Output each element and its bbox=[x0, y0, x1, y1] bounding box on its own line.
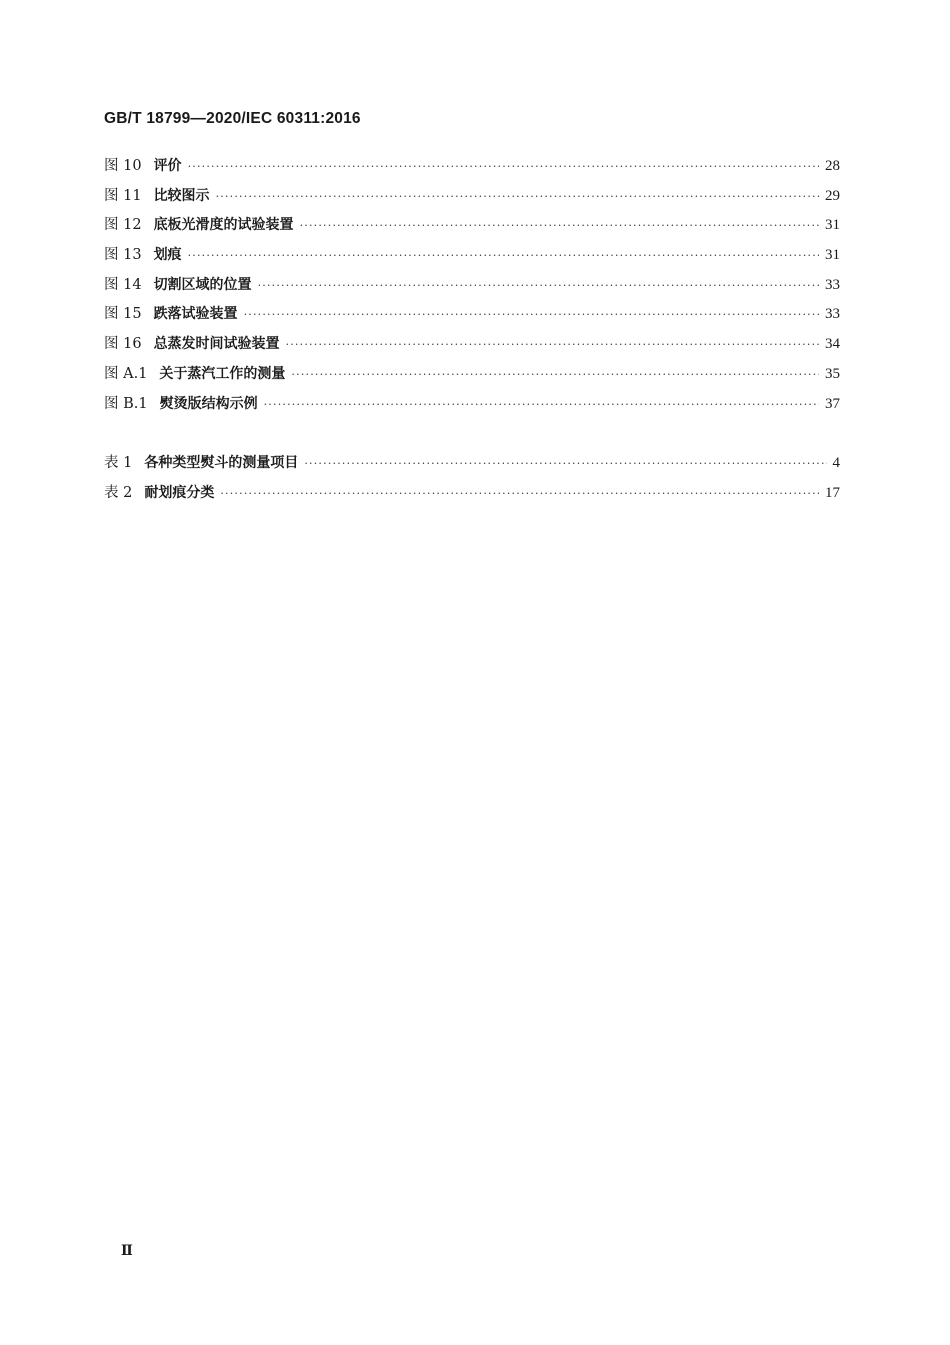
toc-leader-dots bbox=[188, 152, 819, 182]
toc-leader-dots bbox=[264, 390, 819, 420]
toc-entry-figure[interactable] bbox=[104, 271, 840, 301]
toc-entry-page: 28 bbox=[825, 158, 840, 174]
toc-leader-dots bbox=[286, 330, 819, 360]
toc-leader-dots bbox=[188, 241, 819, 271]
toc-entry-page: 33 bbox=[825, 276, 840, 293]
toc-entry-title: 比较图示 bbox=[153, 187, 210, 204]
toc-entry-label: 图 A.1 bbox=[104, 365, 148, 382]
page-number: Ⅱ bbox=[121, 1244, 133, 1259]
toc-entry-title: 总蒸发时间试验装置 bbox=[153, 336, 280, 353]
toc-entry-label: 表 1 bbox=[104, 455, 133, 471]
toc-leader-dots bbox=[244, 300, 819, 330]
toc-entry-figure[interactable] bbox=[104, 360, 840, 390]
toc-entry-table[interactable] bbox=[104, 479, 840, 509]
toc-entry-figure[interactable] bbox=[104, 211, 840, 241]
toc-entry-label: 图 16 bbox=[104, 336, 142, 353]
list-of-figures bbox=[104, 152, 840, 419]
toc-entry-title: 切割区域的位置 bbox=[153, 276, 252, 293]
toc-entry-figure[interactable] bbox=[104, 300, 840, 330]
toc-entry-page: 31 bbox=[825, 247, 840, 264]
toc-entry-label: 图 15 bbox=[104, 306, 142, 323]
toc-leader-dots bbox=[216, 182, 819, 212]
toc-entry-title: 划痕 bbox=[153, 247, 182, 264]
toc-entry-label: 图 13 bbox=[104, 247, 142, 264]
toc-entry-title: 跌落试验装置 bbox=[153, 306, 238, 323]
list-of-tables bbox=[104, 449, 840, 508]
toc-entry-figure[interactable] bbox=[104, 241, 840, 271]
toc-entry-title: 熨烫版结构示例 bbox=[159, 395, 258, 412]
toc-entry-page: 31 bbox=[825, 217, 840, 234]
toc-entry-page: 34 bbox=[825, 336, 840, 353]
toc-entry-page: 35 bbox=[825, 365, 840, 382]
toc-entry-title: 各种类型熨斗的测量项目 bbox=[144, 455, 299, 471]
toc-entry-page: 33 bbox=[825, 306, 840, 323]
toc-entry-page: 37 bbox=[825, 395, 840, 412]
toc-entry-page: 17 bbox=[825, 484, 840, 501]
toc-leader-dots bbox=[220, 479, 819, 509]
toc-entry-figure[interactable] bbox=[104, 152, 840, 182]
toc-leader-dots bbox=[291, 360, 819, 390]
toc-entry-figure[interactable] bbox=[104, 182, 840, 212]
toc-entry-title: 耐划痕分类 bbox=[144, 484, 215, 501]
toc-entry-label: 图 10 bbox=[104, 158, 142, 174]
document-standard-code: GB/T 18799—2020/IEC 60311:2016 bbox=[104, 110, 361, 127]
toc-entry-label: 图 14 bbox=[104, 276, 142, 293]
toc-entry-title: 底板光滑度的试验装置 bbox=[153, 217, 294, 234]
toc-entry-label: 图 B.1 bbox=[104, 395, 148, 412]
toc-entry-figure[interactable] bbox=[104, 330, 840, 360]
toc-entry-label: 表 2 bbox=[104, 484, 133, 501]
toc-entry-title: 关于蒸汽工作的测量 bbox=[159, 365, 286, 382]
toc-entry-page: 29 bbox=[825, 187, 840, 204]
toc-entry-figure[interactable] bbox=[104, 390, 840, 420]
toc-entry-label: 图 12 bbox=[104, 217, 142, 234]
toc-leader-dots bbox=[304, 449, 826, 479]
toc-entry-table[interactable] bbox=[104, 449, 840, 479]
toc-entry-title: 评价 bbox=[153, 158, 182, 174]
toc-entry-label: 图 11 bbox=[104, 187, 142, 204]
toc-leader-dots bbox=[300, 211, 819, 241]
toc-leader-dots bbox=[258, 271, 819, 301]
toc-entry-page: 4 bbox=[832, 455, 840, 471]
